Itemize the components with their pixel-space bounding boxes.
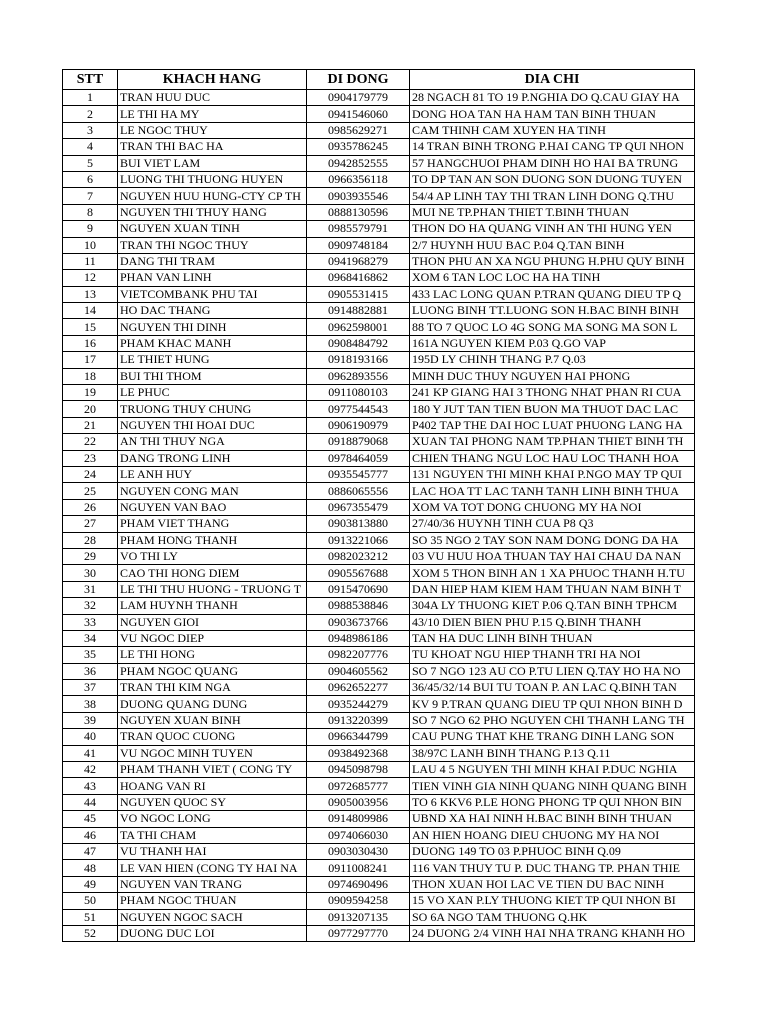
mobile-phone-cell: 0974066030: [307, 827, 410, 843]
row-number-cell: 2: [63, 106, 118, 122]
row-number-cell: 32: [63, 598, 118, 614]
mobile-phone-cell: 0903813880: [307, 516, 410, 532]
row-number-cell: 51: [63, 909, 118, 925]
customer-name-cell: LE NGOC THUY: [118, 122, 307, 138]
row-number-cell: 28: [63, 532, 118, 548]
mobile-phone-cell: 0977297770: [307, 925, 410, 941]
table-row: [63, 303, 695, 319]
table-row: [63, 221, 695, 237]
address-cell: XOM 5 THON BINH AN 1 XA PHUOC THANH H.TU: [410, 565, 695, 581]
row-number-cell: 40: [63, 729, 118, 745]
address-cell: DUONG 149 TO 03 P.PHUOC BINH Q.09: [410, 843, 695, 859]
mobile-phone-cell: 0914882881: [307, 303, 410, 319]
mobile-phone-cell: 0985579791: [307, 221, 410, 237]
row-number-cell: 17: [63, 352, 118, 368]
table-row: [63, 729, 695, 745]
customer-name-cell: NGUYEN THI HOAI DUC: [118, 417, 307, 433]
table-row: [63, 663, 695, 679]
column-header-stt: STT: [63, 70, 118, 90]
mobile-phone-cell: 0909748184: [307, 237, 410, 253]
customer-name-cell: VO NGOC LONG: [118, 811, 307, 827]
address-cell: MINH DUC THUY NGUYEN HAI PHONG: [410, 368, 695, 384]
customer-name-cell: NGUYEN XUAN BINH: [118, 712, 307, 728]
mobile-phone-cell: 0941968279: [307, 253, 410, 269]
row-number-cell: 43: [63, 778, 118, 794]
customer-name-cell: TA THI CHAM: [118, 827, 307, 843]
row-number-cell: 18: [63, 368, 118, 384]
customer-name-cell: LE ANH HUY: [118, 466, 307, 482]
customer-name-cell: HO DAC THANG: [118, 303, 307, 319]
address-cell: TU KHOAT NGU HIEP THANH TRI HA NOI: [410, 647, 695, 663]
customer-name-cell: LE VAN HIEN (CONG TY HAI NA: [118, 860, 307, 876]
address-cell: XOM VA TOT DONG CHUONG MY HA NOI: [410, 499, 695, 515]
row-number-cell: 46: [63, 827, 118, 843]
table-row: [63, 647, 695, 663]
address-cell: 241 KP GIANG HAI 3 THONG NHAT PHAN RI CUA: [410, 385, 695, 401]
mobile-phone-cell: 0982023212: [307, 548, 410, 564]
table-row: [63, 614, 695, 630]
row-number-cell: 31: [63, 581, 118, 597]
mobile-phone-cell: 0985629271: [307, 122, 410, 138]
mobile-phone-cell: 0962598001: [307, 319, 410, 335]
address-cell: 180 Y JUT TAN TIEN BUON MA THUOT DAC LAC: [410, 401, 695, 417]
row-number-cell: 5: [63, 155, 118, 171]
customer-name-cell: PHAM THANH VIET ( CONG TY: [118, 762, 307, 778]
address-cell: 131 NGUYEN THI MINH KHAI P.NGO MAY TP QUI: [410, 466, 695, 482]
row-number-cell: 30: [63, 565, 118, 581]
table-row: [63, 811, 695, 827]
table-row: [63, 253, 695, 269]
row-number-cell: 11: [63, 253, 118, 269]
row-number-cell: 50: [63, 893, 118, 909]
address-cell: TO DP TAN AN SON DUONG SON DUONG TUYEN: [410, 171, 695, 187]
row-number-cell: 13: [63, 286, 118, 302]
row-number-cell: 22: [63, 434, 118, 450]
mobile-phone-cell: 0962893556: [307, 368, 410, 384]
mobile-phone-cell: 0935244279: [307, 696, 410, 712]
table-row: [63, 188, 695, 204]
customer-name-cell: TRAN THI KIM NGA: [118, 680, 307, 696]
customer-name-cell: LE THIET HUNG: [118, 352, 307, 368]
customer-name-cell: NGUYEN VAN TRANG: [118, 876, 307, 892]
row-number-cell: 52: [63, 925, 118, 941]
table-row: [63, 286, 695, 302]
address-cell: 28 NGACH 81 TO 19 P.NGHIA DO Q.CAU GIAY HA: [410, 90, 695, 106]
table-row: [63, 778, 695, 794]
address-cell: UBND XA HAI NINH H.BAC BINH BINH THUAN: [410, 811, 695, 827]
address-cell: 2/7 HUYNH HUU BAC P.04 Q.TAN BINH: [410, 237, 695, 253]
customer-name-cell: VU NGOC DIEP: [118, 630, 307, 646]
mobile-phone-cell: 0905003956: [307, 794, 410, 810]
table-row: [63, 417, 695, 433]
mobile-phone-cell: 0972685777: [307, 778, 410, 794]
table-row: [63, 680, 695, 696]
address-cell: 116 VAN THUY TU P. DUC THANG TP. PHAN THIE: [410, 860, 695, 876]
mobile-phone-cell: 0918879068: [307, 434, 410, 450]
mobile-phone-cell: 0911008241: [307, 860, 410, 876]
table-row: [63, 843, 695, 859]
mobile-phone-cell: 0888130596: [307, 204, 410, 220]
address-cell: 24 DUONG 2/4 VINH HAI NHA TRANG KHANH HO: [410, 925, 695, 941]
row-number-cell: 49: [63, 876, 118, 892]
table-row: [63, 171, 695, 187]
row-number-cell: 12: [63, 270, 118, 286]
table-row: [63, 860, 695, 876]
row-number-cell: 34: [63, 630, 118, 646]
customer-name-cell: HOANG VAN RI: [118, 778, 307, 794]
customer-name-cell: NGUYEN GIOI: [118, 614, 307, 630]
mobile-phone-cell: 0941546060: [307, 106, 410, 122]
customer-name-cell: TRAN HUU DUC: [118, 90, 307, 106]
mobile-phone-cell: 0938492368: [307, 745, 410, 761]
table-row: [63, 598, 695, 614]
table-row: [63, 385, 695, 401]
table-row: [63, 335, 695, 351]
row-number-cell: 23: [63, 450, 118, 466]
mobile-phone-cell: 0903030430: [307, 843, 410, 859]
table-row: [63, 548, 695, 564]
customer-name-cell: LE THI HA MY: [118, 106, 307, 122]
table-row: [63, 139, 695, 155]
mobile-phone-cell: 0903935546: [307, 188, 410, 204]
address-cell: KV 9 P.TRAN QUANG DIEU TP QUI NHON BINH D: [410, 696, 695, 712]
table-row: [63, 499, 695, 515]
customer-name-cell: DANG THI TRAM: [118, 253, 307, 269]
address-cell: THON DO HA QUANG VINH AN THI HUNG YEN: [410, 221, 695, 237]
mobile-phone-cell: 0904179779: [307, 90, 410, 106]
customer-name-cell: PHAM NGOC THUAN: [118, 893, 307, 909]
row-number-cell: 39: [63, 712, 118, 728]
table-row: [63, 909, 695, 925]
customer-name-cell: LE THI THU HUONG - TRUONG T: [118, 581, 307, 597]
customer-name-cell: PHAM KHAC MANH: [118, 335, 307, 351]
row-number-cell: 16: [63, 335, 118, 351]
mobile-phone-cell: 0905531415: [307, 286, 410, 302]
row-number-cell: 48: [63, 860, 118, 876]
address-cell: CAM THINH CAM XUYEN HA TINH: [410, 122, 695, 138]
mobile-phone-cell: 0935786245: [307, 139, 410, 155]
mobile-phone-cell: 0942852555: [307, 155, 410, 171]
table-row: [63, 483, 695, 499]
mobile-phone-cell: 0966344799: [307, 729, 410, 745]
mobile-phone-cell: 0962652277: [307, 680, 410, 696]
address-cell: DAN HIEP HAM KIEM HAM THUAN NAM BINH T: [410, 581, 695, 597]
address-cell: TAN HA DUC LINH BINH THUAN: [410, 630, 695, 646]
row-number-cell: 19: [63, 385, 118, 401]
table-row: [63, 925, 695, 941]
address-cell: 54/4 AP LINH TAY THI TRAN LINH DONG Q.THU: [410, 188, 695, 204]
mobile-phone-cell: 0911080103: [307, 385, 410, 401]
address-cell: SO 6A NGO TAM THUONG Q.HK: [410, 909, 695, 925]
mobile-phone-cell: 0948986186: [307, 630, 410, 646]
table-row: [63, 876, 695, 892]
table-row: [63, 319, 695, 335]
mobile-phone-cell: 0935545777: [307, 466, 410, 482]
address-cell: CAU PUNG THAT KHE TRANG DINH LANG SON: [410, 729, 695, 745]
table-row: [63, 122, 695, 138]
row-number-cell: 3: [63, 122, 118, 138]
customer-name-cell: LAM HUYNH THANH: [118, 598, 307, 614]
row-number-cell: 44: [63, 794, 118, 810]
table-row: [63, 106, 695, 122]
mobile-phone-cell: 0913207135: [307, 909, 410, 925]
address-cell: 433 LAC LONG QUAN P.TRAN QUANG DIEU TP Q: [410, 286, 695, 302]
customer-name-cell: CAO THI HONG DIEM: [118, 565, 307, 581]
row-number-cell: 8: [63, 204, 118, 220]
address-cell: 195D LY CHINH THANG P.7 Q.03: [410, 352, 695, 368]
customer-name-cell: LE THI HONG: [118, 647, 307, 663]
row-number-cell: 33: [63, 614, 118, 630]
table-row: [63, 368, 695, 384]
address-cell: 43/10 DIEN BIEN PHU P.15 Q.BINH THANH: [410, 614, 695, 630]
customer-name-cell: TRAN THI NGOC THUY: [118, 237, 307, 253]
header-row: [63, 70, 695, 90]
address-cell: 14 TRAN BINH TRONG P.HAI CANG TP QUI NHON: [410, 139, 695, 155]
customer-name-cell: VIETCOMBANK PHU TAI: [118, 286, 307, 302]
address-cell: SO 35 NGO 2 TAY SON NAM DONG DONG DA HA: [410, 532, 695, 548]
table-row: [63, 401, 695, 417]
customer-name-cell: NGUYEN QUOC SY: [118, 794, 307, 810]
mobile-phone-cell: 0909594258: [307, 893, 410, 909]
mobile-phone-cell: 0914809986: [307, 811, 410, 827]
customer-name-cell: TRAN THI BAC HA: [118, 139, 307, 155]
customer-name-cell: BUI THI THOM: [118, 368, 307, 384]
row-number-cell: 24: [63, 466, 118, 482]
address-cell: MUI NE TP.PHAN THIET T.BINH THUAN: [410, 204, 695, 220]
table-row: [63, 745, 695, 761]
table-row: [63, 466, 695, 482]
address-cell: 57 HANGCHUOI PHAM DINH HO HAI BA TRUNG: [410, 155, 695, 171]
customer-name-cell: TRAN QUOC CUONG: [118, 729, 307, 745]
table-row: [63, 581, 695, 597]
customer-name-cell: TRUONG THUY CHUNG: [118, 401, 307, 417]
customer-name-cell: VU THANH HAI: [118, 843, 307, 859]
address-cell: TO 6 KKV6 P.LE HONG PHONG TP QUI NHON BIN: [410, 794, 695, 810]
mobile-phone-cell: 0945098798: [307, 762, 410, 778]
row-number-cell: 47: [63, 843, 118, 859]
customer-name-cell: NGUYEN NGOC SACH: [118, 909, 307, 925]
row-number-cell: 35: [63, 647, 118, 663]
address-cell: 88 TO 7 QUOC LO 4G SONG MA SONG MA SON L: [410, 319, 695, 335]
customer-name-cell: DUONG QUANG DUNG: [118, 696, 307, 712]
customer-name-cell: PHAN VAN LINH: [118, 270, 307, 286]
customer-name-cell: PHAM HONG THANH: [118, 532, 307, 548]
table-row: [63, 762, 695, 778]
customer-name-cell: VU NGOC MINH TUYEN: [118, 745, 307, 761]
table-row: [63, 893, 695, 909]
row-number-cell: 25: [63, 483, 118, 499]
table-row: [63, 434, 695, 450]
row-number-cell: 27: [63, 516, 118, 532]
customer-name-cell: LUONG THI THUONG HUYEN: [118, 171, 307, 187]
column-header-address: DIA CHI: [410, 70, 695, 90]
address-cell: 15 VO XAN P.LY THUONG KIET TP QUI NHON BI: [410, 893, 695, 909]
mobile-phone-cell: 0886065556: [307, 483, 410, 499]
mobile-phone-cell: 0988538846: [307, 598, 410, 614]
row-number-cell: 7: [63, 188, 118, 204]
customer-name-cell: NGUYEN THI DINH: [118, 319, 307, 335]
mobile-phone-cell: 0903673766: [307, 614, 410, 630]
customer-name-cell: NGUYEN XUAN TINH: [118, 221, 307, 237]
table-row: [63, 532, 695, 548]
row-number-cell: 9: [63, 221, 118, 237]
row-number-cell: 38: [63, 696, 118, 712]
row-number-cell: 15: [63, 319, 118, 335]
customer-name-cell: NGUYEN CONG MAN: [118, 483, 307, 499]
mobile-phone-cell: 0982207776: [307, 647, 410, 663]
customer-name-cell: PHAM NGOC QUANG: [118, 663, 307, 679]
table-row: [63, 565, 695, 581]
address-cell: DONG HOA TAN HA HAM TAN BINH THUAN: [410, 106, 695, 122]
customer-name-cell: BUI VIET LAM: [118, 155, 307, 171]
table-row: [63, 352, 695, 368]
address-cell: THON PHU AN XA NGU PHUNG H.PHU QUY BINH: [410, 253, 695, 269]
customer-name-cell: DANG TRONG LINH: [118, 450, 307, 466]
address-cell: 27/40/36 HUYNH TINH CUA P8 Q3: [410, 516, 695, 532]
mobile-phone-cell: 0915470690: [307, 581, 410, 597]
customer-sheet: [62, 69, 694, 942]
mobile-phone-cell: 0968416862: [307, 270, 410, 286]
row-number-cell: 4: [63, 139, 118, 155]
row-number-cell: 45: [63, 811, 118, 827]
table-row: [63, 270, 695, 286]
row-number-cell: 1: [63, 90, 118, 106]
address-cell: AN HIEN HOANG DIEU CHUONG MY HA NOI: [410, 827, 695, 843]
address-cell: LUONG BINH TT.LUONG SON H.BAC BINH BINH: [410, 303, 695, 319]
mobile-phone-cell: 0913220399: [307, 712, 410, 728]
column-header-customer-name: KHACH HANG: [118, 70, 307, 90]
customer-name-cell: AN THI THUY NGA: [118, 434, 307, 450]
table-row: [63, 696, 695, 712]
address-cell: XOM 6 TAN LOC LOC HA HA TINH: [410, 270, 695, 286]
mobile-phone-cell: 0978464059: [307, 450, 410, 466]
mobile-phone-cell: 0967355479: [307, 499, 410, 515]
address-cell: THON XUAN HOI LAC VE TIEN DU BAC NINH: [410, 876, 695, 892]
customer-name-cell: DUONG DUC LOI: [118, 925, 307, 941]
mobile-phone-cell: 0905567688: [307, 565, 410, 581]
table-row: [63, 516, 695, 532]
mobile-phone-cell: 0977544543: [307, 401, 410, 417]
customer-name-cell: NGUYEN HUU HUNG-CTY CP TH: [118, 188, 307, 204]
row-number-cell: 20: [63, 401, 118, 417]
mobile-phone-cell: 0904605562: [307, 663, 410, 679]
table-row: [63, 712, 695, 728]
mobile-phone-cell: 0966356118: [307, 171, 410, 187]
mobile-phone-cell: 0906190979: [307, 417, 410, 433]
customer-name-cell: LE PHUC: [118, 385, 307, 401]
table-row: [63, 90, 695, 106]
customer-name-cell: PHAM VIET THANG: [118, 516, 307, 532]
address-cell: SO 7 NGO 62 PHO NGUYEN CHI THANH LANG TH: [410, 712, 695, 728]
address-cell: 36/45/32/14 BUI TU TOAN P. AN LAC Q.BINH TAN: [410, 680, 695, 696]
table-row: [63, 827, 695, 843]
mobile-phone-cell: 0913221066: [307, 532, 410, 548]
address-cell: 03 VU HUU HOA THUAN TAY HAI CHAU DA NAN: [410, 548, 695, 564]
row-number-cell: 21: [63, 417, 118, 433]
row-number-cell: 26: [63, 499, 118, 515]
row-number-cell: 10: [63, 237, 118, 253]
address-cell: LAU 4 5 NGUYEN THI MINH KHAI P.DUC NGHIA: [410, 762, 695, 778]
mobile-phone-cell: 0908484792: [307, 335, 410, 351]
row-number-cell: 42: [63, 762, 118, 778]
row-number-cell: 29: [63, 548, 118, 564]
table-row: [63, 237, 695, 253]
address-cell: XUAN TAI PHONG NAM TP.PHAN THIET BINH TH: [410, 434, 695, 450]
customer-name-cell: NGUYEN VAN BAO: [118, 499, 307, 515]
column-header-mobile-phone: DI DONG: [307, 70, 410, 90]
mobile-phone-cell: 0918193166: [307, 352, 410, 368]
mobile-phone-cell: 0974690496: [307, 876, 410, 892]
row-number-cell: 14: [63, 303, 118, 319]
row-number-cell: 36: [63, 663, 118, 679]
address-cell: 38/97C LANH BINH THANG P.13 Q.11: [410, 745, 695, 761]
table-row: [63, 630, 695, 646]
table-row: [63, 155, 695, 171]
table-body: [63, 90, 695, 942]
address-cell: CHIEN THANG NGU LOC HAU LOC THANH HOA: [410, 450, 695, 466]
row-number-cell: 37: [63, 680, 118, 696]
row-number-cell: 41: [63, 745, 118, 761]
customer-table: [62, 69, 695, 942]
table-row: [63, 204, 695, 220]
customer-name-cell: NGUYEN THI THUY HANG: [118, 204, 307, 220]
address-cell: SO 7 NGO 123 AU CO P.TU LIEN Q.TAY HO HA NO: [410, 663, 695, 679]
address-cell: P402 TAP THE DAI HOC LUAT PHUONG LANG HA: [410, 417, 695, 433]
address-cell: TIEN VINH GIA NINH QUANG NINH QUANG BINH: [410, 778, 695, 794]
table-row: [63, 450, 695, 466]
row-number-cell: 6: [63, 171, 118, 187]
table-row: [63, 794, 695, 810]
address-cell: 304A LY THUONG KIET P.06 Q.TAN BINH TPHCM: [410, 598, 695, 614]
customer-name-cell: VO THI LY: [118, 548, 307, 564]
address-cell: 161A NGUYEN KIEM P.03 Q.GO VAP: [410, 335, 695, 351]
address-cell: LAC HOA TT LAC TANH TANH LINH BINH THUA: [410, 483, 695, 499]
